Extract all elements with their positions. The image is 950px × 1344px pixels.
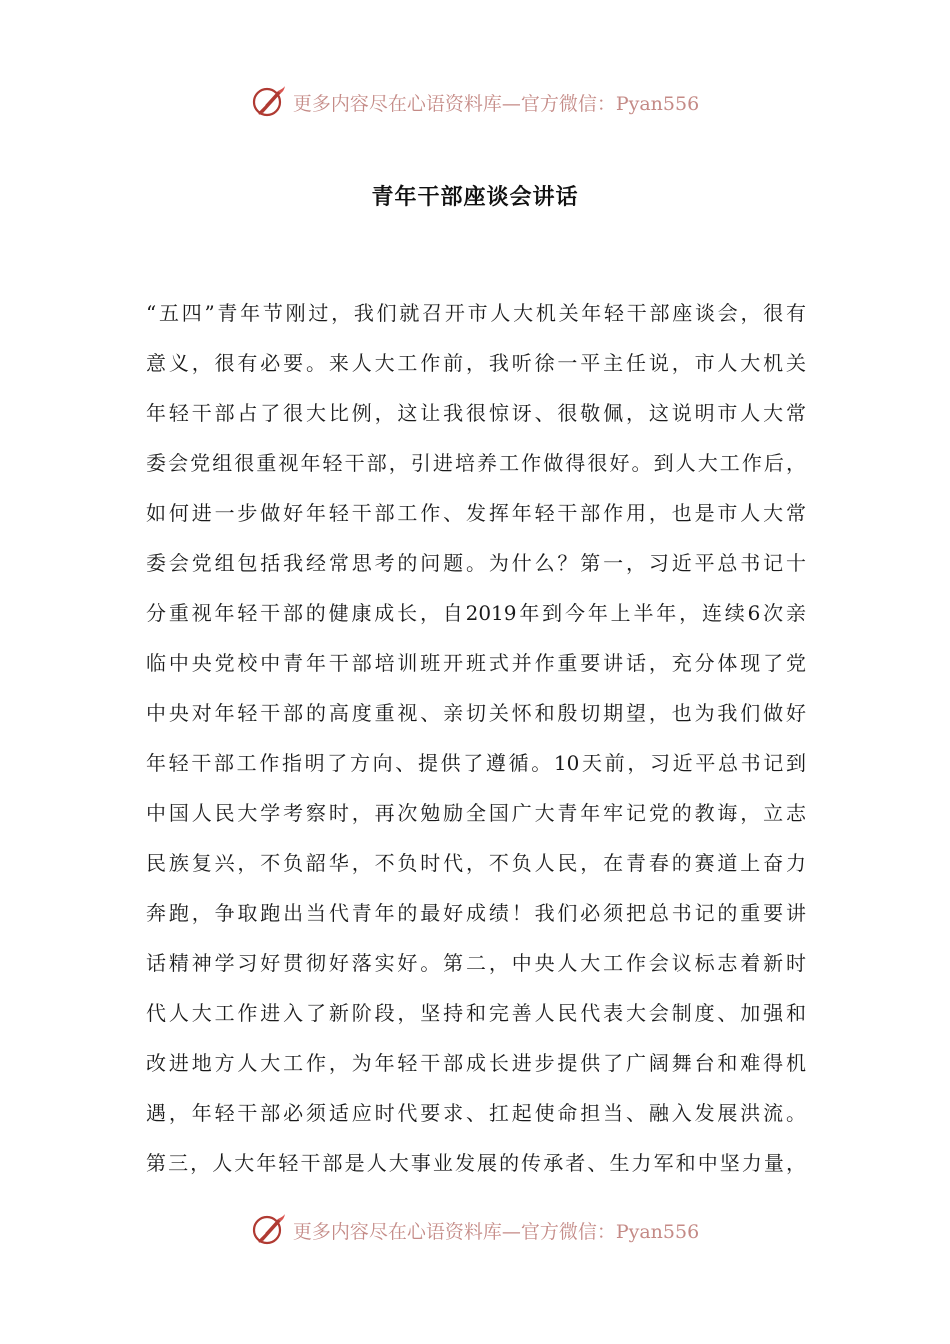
paragraph-line: “五四”青年节刚过，我们就召开市人大机关年轻干部座谈会，很有 [146,301,806,325]
paragraph-line: 改进地方人大工作，为年轻干部成长进步提供了广阔舞台和难得机 [146,1051,806,1075]
paragraph-line: 中国人民大学考察时，再次勉励全国广大青年牢记党的教诲，立志 [146,801,806,825]
paragraph-line: 代人大工作进入了新阶段，坚持和完善人民代表大会制度、加强和 [146,1001,806,1025]
paragraph-line: 委会党组包括我经常思考的问题。为什么？第一，习近平总书记十 [146,551,806,575]
paragraph-line: 如何进一步做好年轻干部工作、发挥年轻干部作用，也是市人大常 [146,501,806,525]
document-body [146,292,806,1192]
header-banner-text: 更多内容尽在心语资料库—官方微信：Pyan556 [292,92,700,115]
quill-logo-icon [251,1212,287,1248]
paragraph-line: 民族复兴，不负韶华，不负时代，不负人民，在青春的赛道上奋力 [146,851,806,875]
document-title: 青年干部座谈会讲话 [371,185,579,210]
paragraph-line: 委会党组很重视年轻干部，引进培养工作做得很好。到人大工作后， [146,451,806,475]
paragraph-line: 第三，人大年轻干部是人大事业发展的传承者、生力军和中坚力量， [146,1151,806,1175]
paragraph-line: 年轻干部占了很大比例，这让我很惊讶、很敬佩，这说明市人大常 [146,401,806,425]
quill-logo-icon [251,84,287,120]
paragraph-line: 分重视年轻干部的健康成长，自2019年到今年上半年，连续6次亲 [146,601,806,625]
paragraph-line: 年轻干部工作指明了方向、提供了遵循。10天前，习近平总书记到 [146,751,806,775]
paragraph-line: 意义，很有必要。来人大工作前，我听徐一平主任说，市人大机关 [146,351,806,375]
header-banner [0,82,950,122]
paragraph-line: 遇，年轻干部必须适应时代要求、扛起使命担当、融入发展洪流。 [146,1101,806,1125]
paragraph-line: 中央对年轻干部的高度重视、亲切关怀和殷切期望，也为我们做好 [146,701,806,725]
footer-banner [0,1210,950,1250]
paragraph-line: 话精神学习好贯彻好落实好。第二，中央人大工作会议标志着新时 [146,951,806,975]
footer-banner-text: 更多内容尽在心语资料库—官方微信：Pyan556 [292,1220,700,1243]
paragraph-line: 临中央党校中青年干部培训班开班式并作重要讲话，充分体现了党 [146,651,806,675]
paragraph-line: 奔跑，争取跑出当代青年的最好成绩！我们必须把总书记的重要讲 [146,901,806,925]
